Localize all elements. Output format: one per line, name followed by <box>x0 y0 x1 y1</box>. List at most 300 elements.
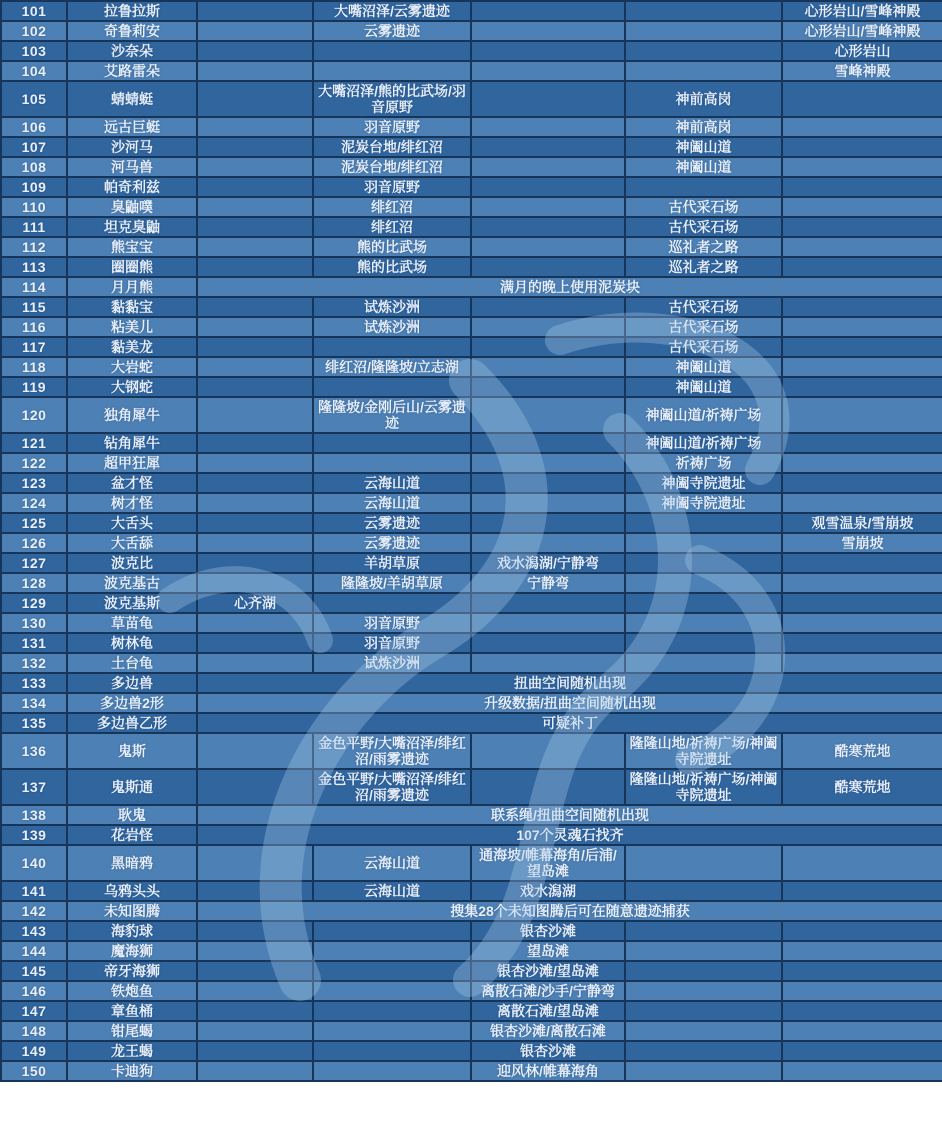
cell-location-2: 试炼沙洲 <box>313 653 471 673</box>
table-row <box>1 237 942 257</box>
cell-location-3 <box>471 433 625 453</box>
cell-name: 树林龟 <box>67 633 197 653</box>
cell-merged-note: 扭曲空间随机出现 <box>197 673 942 693</box>
cell-name: 鬼斯 <box>67 733 197 769</box>
cell-number: 122 <box>1 453 67 473</box>
cell-location-5 <box>782 845 942 881</box>
cell-location-4: 神阖山道/祈祷广场 <box>625 397 782 433</box>
cell-location-2: 隆隆坡/金刚后山/云雾遗迹 <box>313 397 471 433</box>
table-row <box>1 377 942 397</box>
table-row <box>1 693 942 713</box>
cell-location-1 <box>197 453 313 473</box>
cell-location-1 <box>197 357 313 377</box>
cell-location-1 <box>197 573 313 593</box>
table-row <box>1 493 942 513</box>
cell-location-3: 宁静弯 <box>471 573 625 593</box>
cell-location-2 <box>313 61 471 81</box>
cell-location-5 <box>782 237 942 257</box>
cell-location-4 <box>625 593 782 613</box>
table-row <box>1 397 942 433</box>
cell-name: 拉鲁拉斯 <box>67 1 197 21</box>
cell-location-5 <box>782 1061 942 1081</box>
cell-number: 140 <box>1 845 67 881</box>
cell-name: 坦克臭鼬 <box>67 217 197 237</box>
cell-number: 127 <box>1 553 67 573</box>
cell-location-1 <box>197 217 313 237</box>
cell-number: 111 <box>1 217 67 237</box>
cell-name: 铁炮鱼 <box>67 981 197 1001</box>
table-row <box>1 769 942 805</box>
cell-location-3 <box>471 137 625 157</box>
cell-number: 142 <box>1 901 67 921</box>
cell-name: 海豹球 <box>67 921 197 941</box>
table-row <box>1 297 942 317</box>
cell-location-3: 银杏沙滩/离散石滩 <box>471 1021 625 1041</box>
cell-name: 树才怪 <box>67 493 197 513</box>
table-row <box>1 673 942 693</box>
cell-location-5 <box>782 1001 942 1021</box>
table-row <box>1 117 942 137</box>
cell-location-2 <box>313 433 471 453</box>
table-row <box>1 41 942 61</box>
cell-number: 145 <box>1 961 67 981</box>
cell-name: 沙河马 <box>67 137 197 157</box>
cell-location-4: 祈祷广场 <box>625 453 782 473</box>
cell-location-1 <box>197 881 313 901</box>
table-row <box>1 653 942 673</box>
cell-location-2: 金色平野/大嘴沼泽/绯红沼/雨雾遗迹 <box>313 733 471 769</box>
cell-number: 126 <box>1 533 67 553</box>
cell-location-2 <box>313 377 471 397</box>
cell-location-4 <box>625 177 782 197</box>
cell-name: 臭鼬噗 <box>67 197 197 217</box>
cell-location-4: 古代采石场 <box>625 197 782 217</box>
table-row <box>1 825 942 845</box>
cell-location-3 <box>471 81 625 117</box>
cell-location-4: 隆隆山地/祈祷广场/神阖寺院遗址 <box>625 733 782 769</box>
cell-name: 龙王蝎 <box>67 1041 197 1061</box>
cell-location-2 <box>313 593 471 613</box>
cell-location-4 <box>625 41 782 61</box>
cell-number: 109 <box>1 177 67 197</box>
cell-location-3 <box>471 473 625 493</box>
table-row <box>1 177 942 197</box>
cell-location-3 <box>471 769 625 805</box>
cell-location-1 <box>197 117 313 137</box>
cell-location-2: 云海山道 <box>313 845 471 881</box>
cell-location-3: 迎风林/帷幕海角 <box>471 1061 625 1081</box>
table-row <box>1 901 942 921</box>
cell-location-5 <box>782 81 942 117</box>
cell-name: 河马兽 <box>67 157 197 177</box>
cell-location-5 <box>782 1041 942 1061</box>
cell-location-3 <box>471 493 625 513</box>
cell-location-1 <box>197 21 313 41</box>
cell-name: 大岩蛇 <box>67 357 197 377</box>
cell-location-3 <box>471 61 625 81</box>
cell-location-4 <box>625 633 782 653</box>
cell-location-3 <box>471 237 625 257</box>
cell-number: 150 <box>1 1061 67 1081</box>
cell-location-2: 熊的比武场 <box>313 237 471 257</box>
cell-name: 黑暗鸦 <box>67 845 197 881</box>
cell-location-2: 羽音原野 <box>313 117 471 137</box>
cell-number: 119 <box>1 377 67 397</box>
cell-location-5 <box>782 453 942 473</box>
cell-location-4: 神前高岗 <box>625 117 782 137</box>
cell-location-1 <box>197 473 313 493</box>
cell-location-4: 神阖山道 <box>625 137 782 157</box>
table-row <box>1 197 942 217</box>
cell-location-4 <box>625 61 782 81</box>
cell-location-4: 神阖寺院遗址 <box>625 473 782 493</box>
cell-merged-note: 升级数据/扭曲空间随机出现 <box>197 693 942 713</box>
cell-name: 黏黏宝 <box>67 297 197 317</box>
cell-location-1 <box>197 41 313 61</box>
cell-location-5 <box>782 297 942 317</box>
cell-merged-note: 107个灵魂石找齐 <box>197 825 942 845</box>
cell-location-4 <box>625 513 782 533</box>
table-row <box>1 513 942 533</box>
cell-location-3 <box>471 593 625 613</box>
cell-location-3 <box>471 197 625 217</box>
cell-location-2: 大嘴沼泽/云雾遗迹 <box>313 1 471 21</box>
cell-number: 112 <box>1 237 67 257</box>
cell-location-4 <box>625 1 782 21</box>
cell-number: 118 <box>1 357 67 377</box>
cell-number: 121 <box>1 433 67 453</box>
cell-location-4: 神阖山道 <box>625 357 782 377</box>
table-row <box>1 633 942 653</box>
table-row <box>1 217 942 237</box>
cell-location-4: 神阖寺院遗址 <box>625 493 782 513</box>
cell-location-3 <box>471 1 625 21</box>
table-row <box>1 941 942 961</box>
cell-location-3 <box>471 257 625 277</box>
cell-location-1 <box>197 81 313 117</box>
cell-location-1 <box>197 157 313 177</box>
cell-name: 耿鬼 <box>67 805 197 825</box>
cell-number: 137 <box>1 769 67 805</box>
cell-name: 蜻蜻蜓 <box>67 81 197 117</box>
cell-location-2: 绯红沼/隆隆坡/立志湖 <box>313 357 471 377</box>
table-row <box>1 961 942 981</box>
cell-name: 粘美儿 <box>67 317 197 337</box>
cell-location-5 <box>782 553 942 573</box>
cell-name: 圈圈熊 <box>67 257 197 277</box>
cell-location-1 <box>197 297 313 317</box>
cell-number: 124 <box>1 493 67 513</box>
cell-location-2 <box>313 921 471 941</box>
cell-location-1 <box>197 1041 313 1061</box>
cell-location-2 <box>313 1061 471 1081</box>
cell-location-2: 云海山道 <box>313 881 471 901</box>
cell-number: 125 <box>1 513 67 533</box>
cell-location-5 <box>782 357 942 377</box>
cell-name: 魔海狮 <box>67 941 197 961</box>
cell-number: 105 <box>1 81 67 117</box>
cell-location-4 <box>625 533 782 553</box>
table-row <box>1 21 942 41</box>
cell-merged-note: 联系绳/扭曲空间随机出现 <box>197 805 942 825</box>
cell-location-5 <box>782 197 942 217</box>
table-row <box>1 357 942 377</box>
cell-location-1 <box>197 1001 313 1021</box>
cell-name: 帝牙海狮 <box>67 961 197 981</box>
cell-location-3 <box>471 337 625 357</box>
cell-location-1 <box>197 137 313 157</box>
table-row <box>1 81 942 117</box>
cell-location-4: 巡礼者之路 <box>625 237 782 257</box>
cell-location-2 <box>313 1021 471 1041</box>
table-row <box>1 337 942 357</box>
cell-location-3 <box>471 177 625 197</box>
cell-location-3 <box>471 653 625 673</box>
table-row <box>1 533 942 553</box>
cell-location-3 <box>471 453 625 473</box>
cell-number: 135 <box>1 713 67 733</box>
cell-location-3: 银杏沙滩/望岛滩 <box>471 961 625 981</box>
cell-name: 大舌头 <box>67 513 197 533</box>
cell-location-3: 通海坡/帷幕海角/后浦/望岛滩 <box>471 845 625 881</box>
table-row <box>1 157 942 177</box>
cell-location-2: 绯红沼 <box>313 197 471 217</box>
cell-name: 多边兽乙形 <box>67 713 197 733</box>
cell-location-2: 羽音原野 <box>313 177 471 197</box>
cell-location-4 <box>625 921 782 941</box>
cell-location-1 <box>197 553 313 573</box>
cell-location-1 <box>197 197 313 217</box>
cell-number: 136 <box>1 733 67 769</box>
table-row <box>1 733 942 769</box>
cell-location-3 <box>471 157 625 177</box>
cell-location-4: 古代采石场 <box>625 317 782 337</box>
cell-location-5 <box>782 473 942 493</box>
cell-location-4: 神前高岗 <box>625 81 782 117</box>
cell-number: 133 <box>1 673 67 693</box>
cell-location-1 <box>197 981 313 1001</box>
cell-number: 144 <box>1 941 67 961</box>
cell-merged-note: 搜集28个未知图腾后可在随意遗迹捕获 <box>197 901 942 921</box>
cell-location-5 <box>782 433 942 453</box>
cell-location-1 <box>197 633 313 653</box>
cell-location-5 <box>782 217 942 237</box>
cell-location-5 <box>782 573 942 593</box>
table-row <box>1 1 942 21</box>
cell-location-2: 云海山道 <box>313 493 471 513</box>
cell-location-1 <box>197 1061 313 1081</box>
cell-number: 101 <box>1 1 67 21</box>
cell-location-5 <box>782 317 942 337</box>
cell-location-4 <box>625 881 782 901</box>
cell-number: 149 <box>1 1041 67 1061</box>
cell-location-4: 古代采石场 <box>625 297 782 317</box>
cell-location-3: 银杏沙滩 <box>471 1041 625 1061</box>
cell-location-5 <box>782 337 942 357</box>
cell-location-5 <box>782 613 942 633</box>
cell-location-1 <box>197 921 313 941</box>
table-row <box>1 713 942 733</box>
cell-location-3 <box>471 377 625 397</box>
cell-number: 131 <box>1 633 67 653</box>
cell-number: 123 <box>1 473 67 493</box>
cell-location-2: 羽音原野 <box>313 613 471 633</box>
table-row <box>1 921 942 941</box>
cell-location-4 <box>625 653 782 673</box>
cell-name: 鬼斯通 <box>67 769 197 805</box>
cell-name: 艾路雷朵 <box>67 61 197 81</box>
cell-name: 卡迪狗 <box>67 1061 197 1081</box>
cell-location-1 <box>197 317 313 337</box>
cell-location-2 <box>313 41 471 61</box>
cell-location-4: 神阖山道 <box>625 157 782 177</box>
cell-location-1 <box>197 845 313 881</box>
cell-location-2: 熊的比武场 <box>313 257 471 277</box>
cell-number: 129 <box>1 593 67 613</box>
cell-location-1 <box>197 733 313 769</box>
cell-location-3: 银杏沙滩 <box>471 921 625 941</box>
cell-location-2 <box>313 453 471 473</box>
cell-location-2: 金色平野/大嘴沼泽/绯红沼/雨雾遗迹 <box>313 769 471 805</box>
cell-name: 乌鸦头头 <box>67 881 197 901</box>
cell-location-3: 戏水潟湖 <box>471 881 625 901</box>
table-row <box>1 573 942 593</box>
cell-location-4 <box>625 573 782 593</box>
cell-number: 143 <box>1 921 67 941</box>
cell-location-5: 心形岩山/雪峰神殿 <box>782 1 942 21</box>
cell-number: 128 <box>1 573 67 593</box>
table-row <box>1 1021 942 1041</box>
cell-number: 116 <box>1 317 67 337</box>
cell-location-4: 神阖山道 <box>625 377 782 397</box>
cell-number: 120 <box>1 397 67 433</box>
table-row <box>1 61 942 81</box>
cell-location-5: 心形岩山/雪峰神殿 <box>782 21 942 41</box>
cell-location-1 <box>197 653 313 673</box>
table-row <box>1 1061 942 1081</box>
cell-name: 月月熊 <box>67 277 197 297</box>
cell-location-4 <box>625 961 782 981</box>
cell-location-4 <box>625 981 782 1001</box>
table-row <box>1 473 942 493</box>
cell-location-4 <box>625 1061 782 1081</box>
table-row <box>1 881 942 901</box>
cell-location-2: 隆隆坡/羊胡草原 <box>313 573 471 593</box>
cell-location-5 <box>782 377 942 397</box>
cell-location-5 <box>782 137 942 157</box>
cell-location-5 <box>782 397 942 433</box>
cell-name: 未知图腾 <box>67 901 197 921</box>
cell-merged-note: 可疑补丁 <box>197 713 942 733</box>
cell-location-2: 羊胡草原 <box>313 553 471 573</box>
cell-location-3 <box>471 733 625 769</box>
cell-location-2: 云雾遗迹 <box>313 21 471 41</box>
cell-location-5 <box>782 593 942 613</box>
cell-name: 钳尾蝎 <box>67 1021 197 1041</box>
table-row <box>1 1001 942 1021</box>
cell-location-3 <box>471 357 625 377</box>
cell-location-1: 心齐湖 <box>197 593 313 613</box>
table-row <box>1 805 942 825</box>
cell-name: 花岩怪 <box>67 825 197 845</box>
cell-location-2 <box>313 941 471 961</box>
cell-location-2: 云海山道 <box>313 473 471 493</box>
cell-name: 远古巨蜓 <box>67 117 197 137</box>
cell-name: 奇鲁莉安 <box>67 21 197 41</box>
cell-location-4: 巡礼者之路 <box>625 257 782 277</box>
cell-location-3 <box>471 613 625 633</box>
cell-location-4 <box>625 1041 782 1061</box>
cell-number: 103 <box>1 41 67 61</box>
table-row <box>1 981 942 1001</box>
cell-name: 帕奇利兹 <box>67 177 197 197</box>
cell-location-5: 酷寒荒地 <box>782 769 942 805</box>
cell-location-5: 雪崩坡 <box>782 533 942 553</box>
cell-location-3 <box>471 117 625 137</box>
cell-location-3: 戏水潟湖/宁静弯 <box>471 553 625 573</box>
cell-location-5 <box>782 157 942 177</box>
cell-location-2 <box>313 337 471 357</box>
table-row <box>1 613 942 633</box>
cell-location-3 <box>471 41 625 61</box>
cell-name: 草苗龟 <box>67 613 197 633</box>
cell-location-5 <box>782 941 942 961</box>
cell-number: 110 <box>1 197 67 217</box>
cell-number: 146 <box>1 981 67 1001</box>
cell-name: 盆才怪 <box>67 473 197 493</box>
cell-name: 熊宝宝 <box>67 237 197 257</box>
cell-number: 107 <box>1 137 67 157</box>
cell-location-2 <box>313 1001 471 1021</box>
cell-location-3 <box>471 317 625 337</box>
table-row <box>1 137 942 157</box>
table-row <box>1 433 942 453</box>
table-row <box>1 845 942 881</box>
cell-location-2: 试炼沙洲 <box>313 317 471 337</box>
cell-location-1 <box>197 433 313 453</box>
cell-location-3 <box>471 217 625 237</box>
cell-name: 章鱼桶 <box>67 1001 197 1021</box>
cell-location-4: 神阖山道/祈祷广场 <box>625 433 782 453</box>
cell-location-1 <box>197 941 313 961</box>
cell-number: 148 <box>1 1021 67 1041</box>
cell-location-4 <box>625 553 782 573</box>
cell-location-3: 离散石滩/望岛滩 <box>471 1001 625 1021</box>
cell-location-1 <box>197 1021 313 1041</box>
cell-location-3 <box>471 21 625 41</box>
cell-number: 130 <box>1 613 67 633</box>
cell-number: 141 <box>1 881 67 901</box>
cell-location-2: 羽音原野 <box>313 633 471 653</box>
cell-location-3 <box>471 533 625 553</box>
cell-location-1 <box>197 533 313 553</box>
cell-location-1 <box>197 1 313 21</box>
cell-location-1 <box>197 961 313 981</box>
cell-number: 104 <box>1 61 67 81</box>
cell-name: 波克比 <box>67 553 197 573</box>
cell-location-5 <box>782 981 942 1001</box>
cell-location-1 <box>197 257 313 277</box>
table-row <box>1 1041 942 1061</box>
cell-location-4: 隆隆山地/祈祷广场/神阖寺院遗址 <box>625 769 782 805</box>
cell-location-4 <box>625 845 782 881</box>
cell-number: 106 <box>1 117 67 137</box>
cell-location-5 <box>782 257 942 277</box>
cell-name: 波克基斯 <box>67 593 197 613</box>
cell-location-1 <box>197 377 313 397</box>
cell-name: 多边兽 <box>67 673 197 693</box>
table-row <box>1 553 942 573</box>
